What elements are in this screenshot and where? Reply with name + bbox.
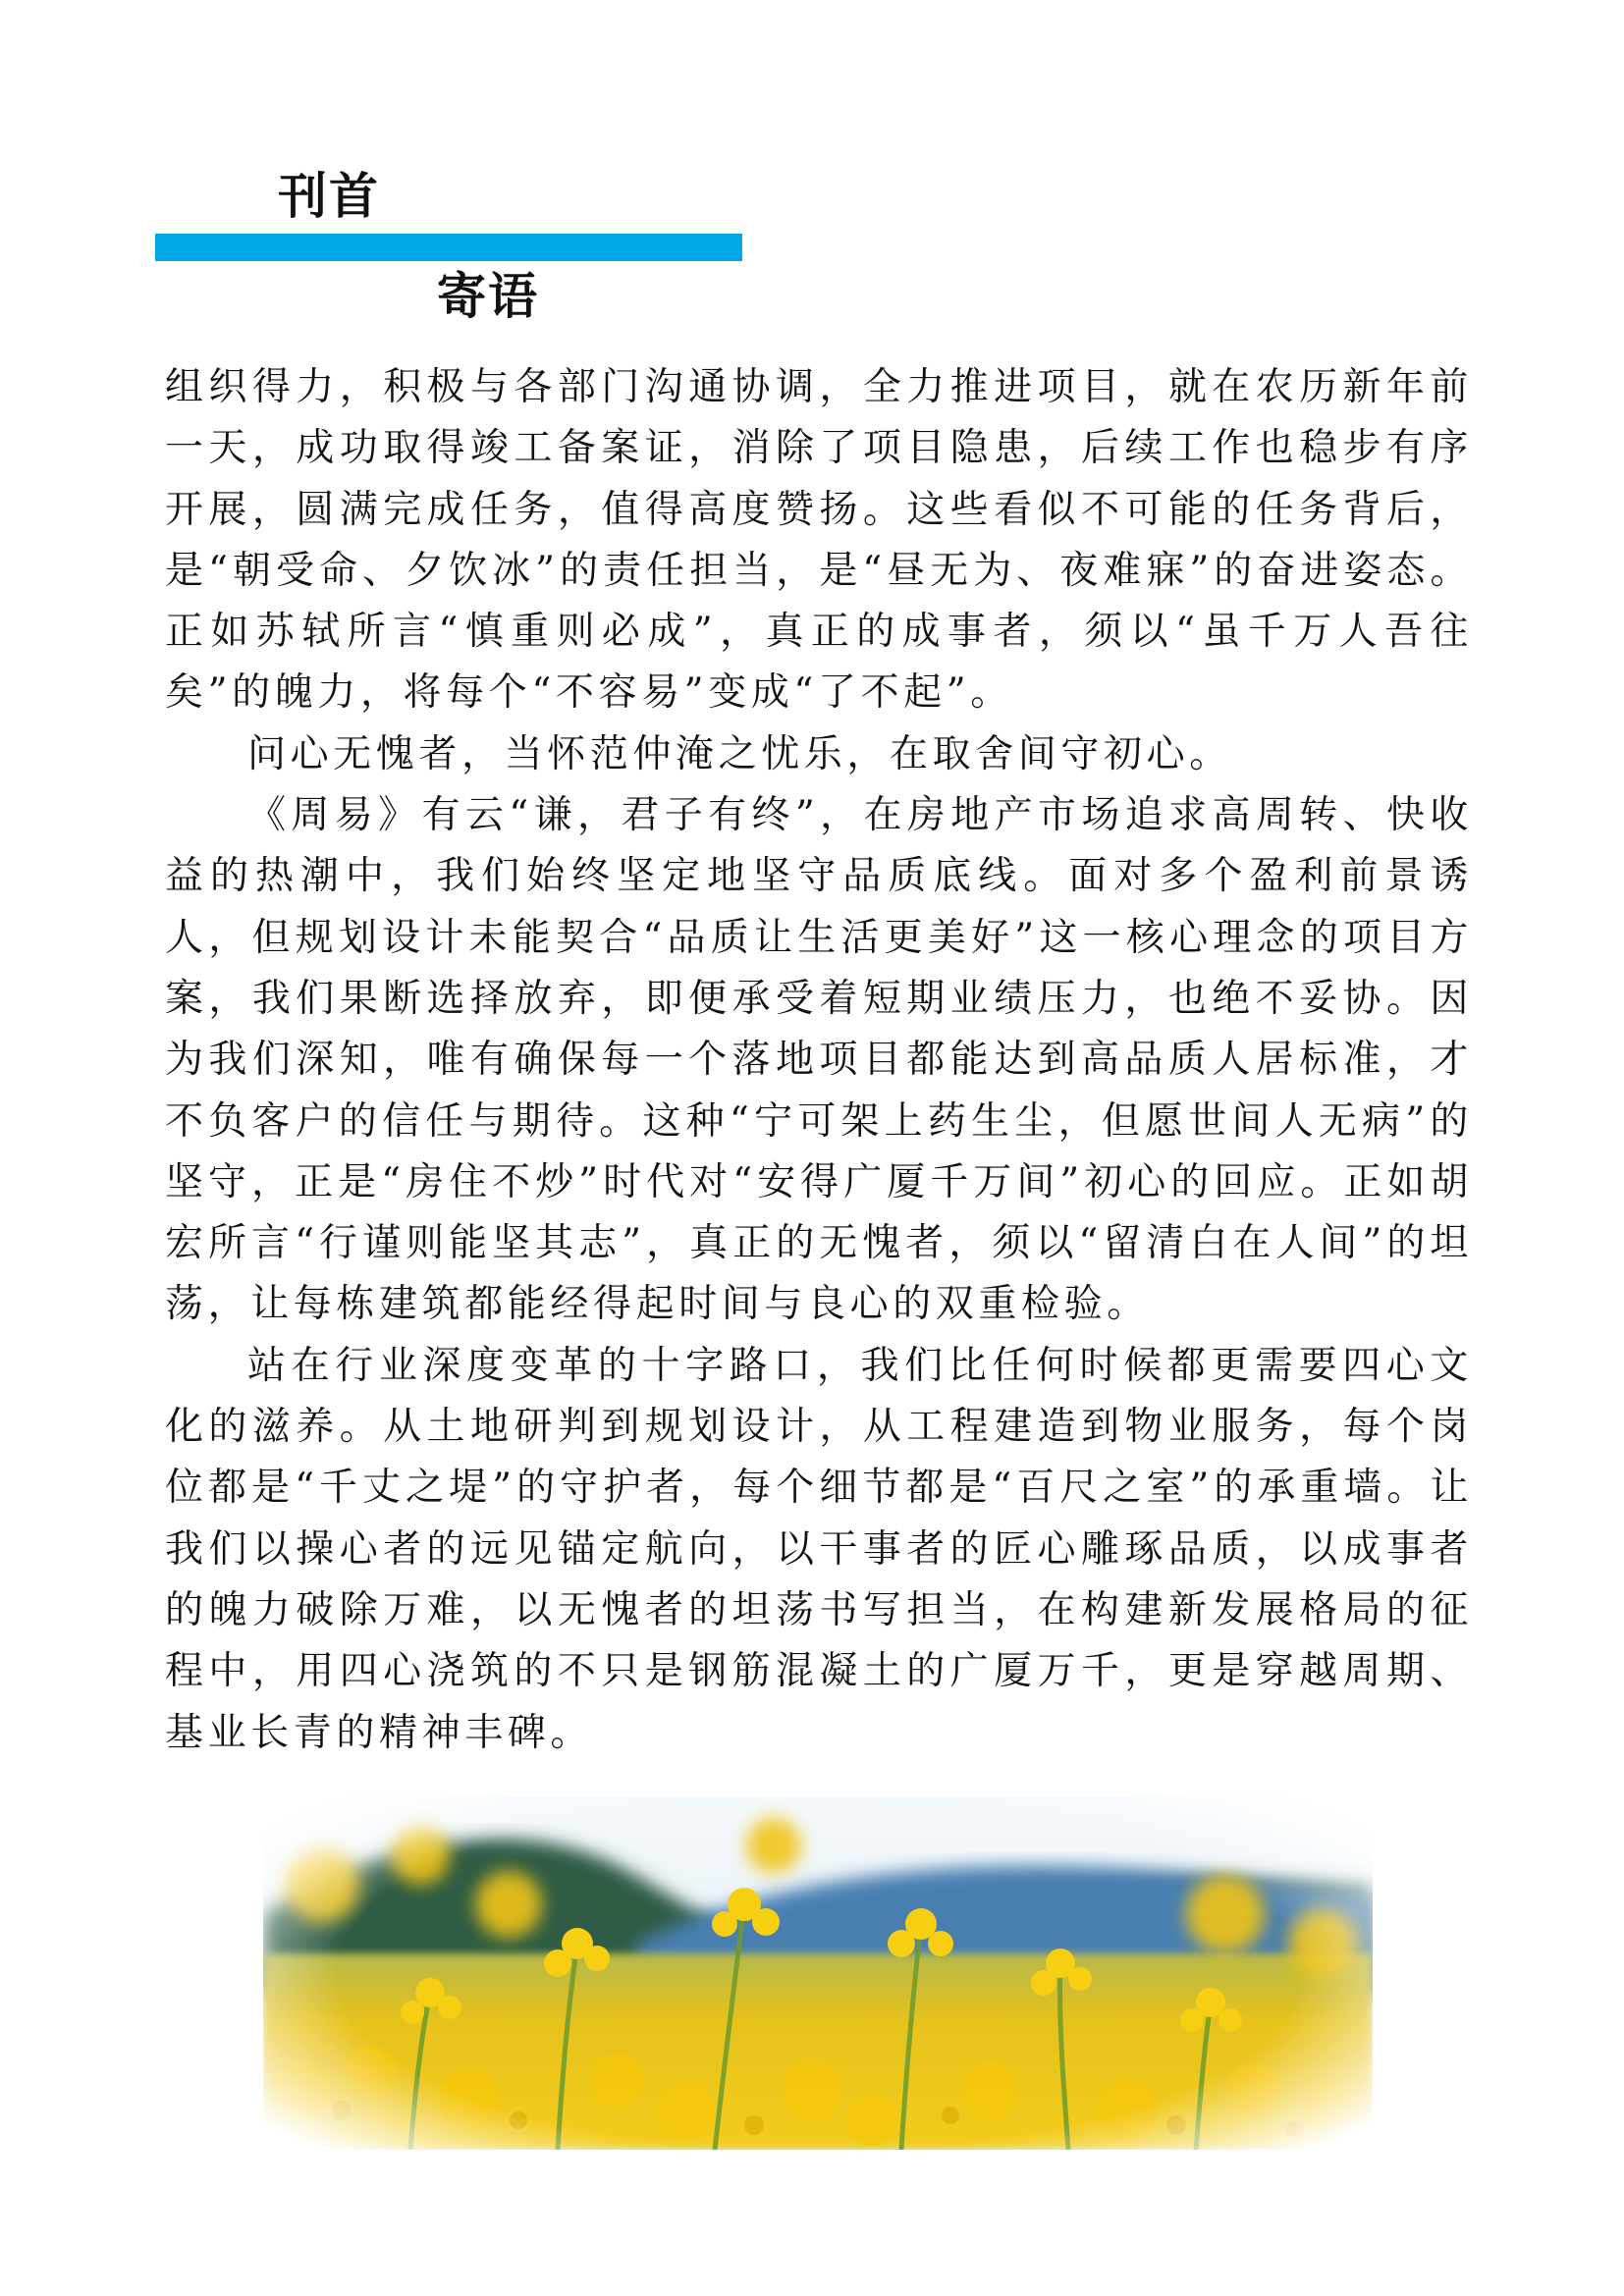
paragraph-3: 《周易》有云“谦，君子有终”，在房地产市场追求高周转、快收益的热潮中，我们始终坚定地坚守品质底线。面对多个盈利前景诱人，但规划设计未能契合“品质让生活更美好”这一核心理念的项目方案，我们果断选择放弃，即便承受着短期业绩压力，也绝不妥协。因为我们深知，唯有确保每一个落地项目都能达到高品质人居标准，才不负客户的信任与期待。这种“宁可架上药生尘，但愿世间人无病”的坚守，正是“房住不炒”时代对“安得广厦千万间”初心的回应。正如胡宏所言“行谨则能坚其志”，真正的无愧者，须以“留清白在人间”的坦荡，让每栋建筑都能经得起时间与良心的双重检验。 bbox=[165, 793, 1473, 1327]
paragraph-2: 问心无愧者，当怀范仲淹之忧乐，在取舍间守初心。 bbox=[247, 731, 1232, 776]
rapeseed-flower-photo bbox=[263, 1796, 1373, 2150]
article-body bbox=[165, 357, 1473, 1764]
title-accent-bar bbox=[155, 234, 742, 261]
paragraph-1: 组织得力，积极与各部门沟通协调，全力推进项目，就在农历新年前一天，成功取得竣工备案证，消除了项目隐患，后续工作也稳步有序开展，圆满完成任务，值得高度赞扬。这些看似不可能的任务背后，是“朝受命、夕饮冰”的责任担当，是“昼无为、夜难寐”的奋进姿态。正如苏轼所言“慎重则必成”，真正的成事者，须以“虽千万人吾往矣”的魄力，将每个“不容易”变成“了不起”。 bbox=[165, 365, 1473, 716]
paragraph-4: 站在行业深度变革的十字路口，我们比任何时候都更需要四心文化的滋养。从土地研判到规划设计，从工程建造到物业服务，每个岗位都是“千丈之堤”的守护者，每个细节都是“百尺之室”的承重墙。让我们以操心者的远见锚定航向，以干事者的匠心雕琢品质，以成事者的魄力破除万难，以无愧者的坦荡书写担当，在构建新发展格局的征程中，用四心浇筑的不只是钢筋混凝土的广厦万千，更是穿越周期、基业长青的精神丰碑。 bbox=[165, 1343, 1473, 1755]
flower-field-illustration bbox=[263, 1796, 1373, 2150]
section-title-bottom: 寄语 bbox=[437, 268, 539, 325]
section-title-top: 刊首 bbox=[278, 168, 380, 225]
